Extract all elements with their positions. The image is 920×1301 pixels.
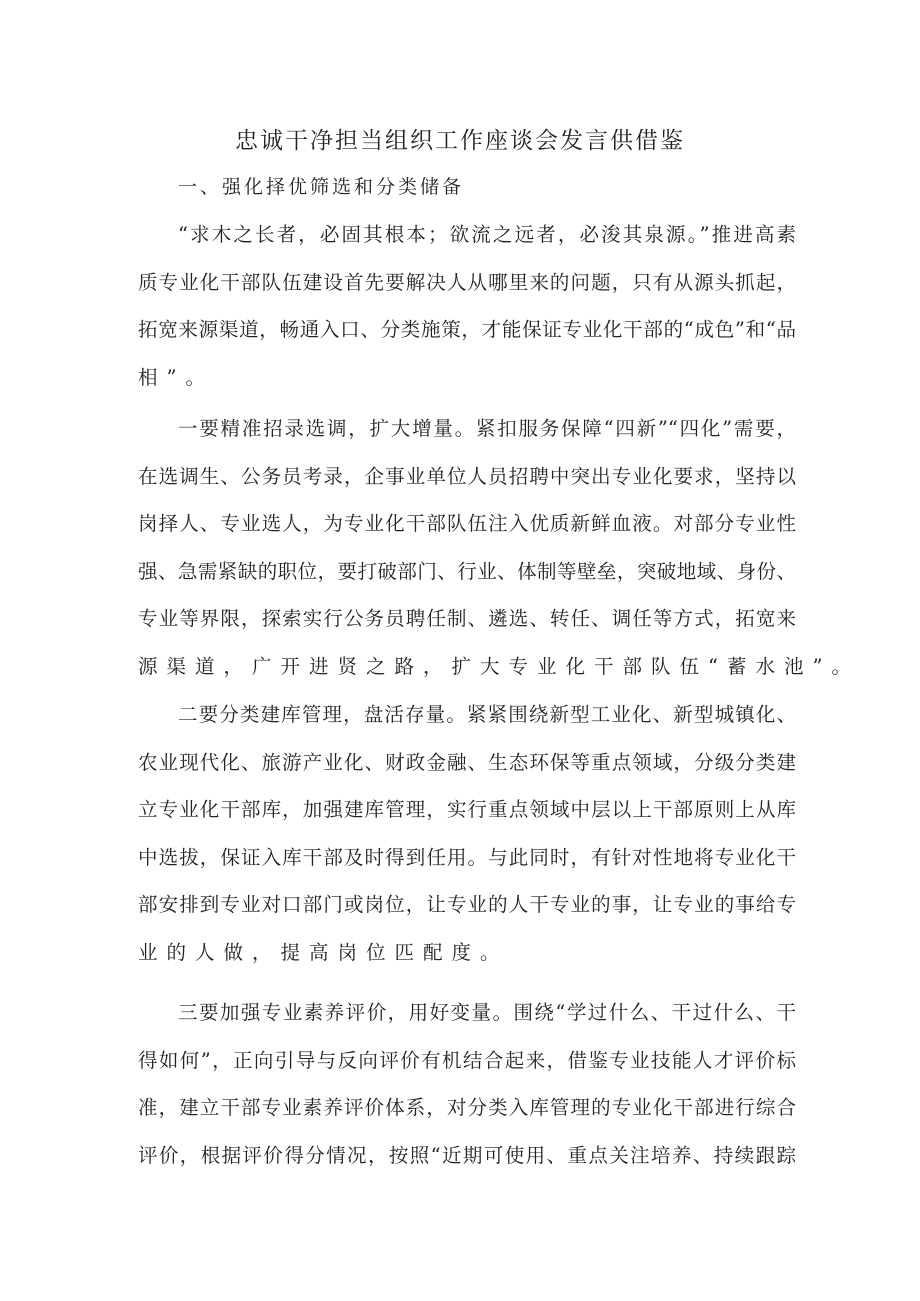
text-line: 评价，根据评价得分情况，按照“近期可使用、重点关注培养、持续跟踪 [138, 1143, 796, 1167]
text-line: 得如何”，正向引导与反向评价有机结合起来，借鉴专业技能人才评价标 [138, 1048, 796, 1072]
text-line: 岗择人、专业选人，为专业化干部队伍注入优质新鲜血液。对部分专业性 [138, 512, 796, 536]
text-line: 农业现代化、旅游产业化、财政金融、生态环保等重点领域，分级分类建 [138, 750, 796, 774]
paragraph-library [138, 702, 796, 988]
text-line: 立专业化干部库，加强建库管理，实行重点领域中层以上干部原则上从库 [138, 798, 796, 822]
text-line: “求木之长者，必固其根本；欲流之远者，必浚其泉源。”推进高素 [178, 223, 796, 246]
text-line: 一要精准招录选调，扩大增量。紧扣服务保障“四新”“四化”需要， [178, 417, 796, 440]
text-line: 三要加强专业素养评价，用好变量。围绕“学过什么、干过什么、干 [178, 1001, 796, 1024]
text-line: 拓宽来源渠道，畅通入口、分类施策，才能保证专业化干部的“成色”和“品 [138, 318, 796, 342]
text-line: 质专业化干部队伍建设首先要解决人从哪里来的问题，只有从源头抓起， [138, 270, 796, 294]
text-line: 相”。 [138, 365, 214, 389]
text-line: 二要分类建库管理，盘活存量。紧紧围绕新型工业化、新型城镇化、 [178, 703, 796, 726]
text-line: 准，建立干部专业素养评价体系，对分类入库管理的专业化干部进行综合 [138, 1096, 796, 1120]
paragraph-intro [138, 222, 796, 412]
paragraph-evaluation [138, 1000, 796, 1190]
text-line: 中选拔，保证入库干部及时得到任用。与此同时，有针对性地将专业化干 [138, 845, 796, 869]
text-line: 源渠道，广开进贤之路，扩大专业化干部队伍“蓄水池”。 [138, 654, 860, 678]
text-line: 在选调生、公务员考录，企事业单位人员招聘中突出专业化要求，坚持以 [138, 464, 796, 488]
text-line: 部安排到专业对口部门或岗位，让专业的人干专业的事，让专业的事给专 [138, 893, 796, 917]
text-line: 强、急需紧缺的职位，要打破部门、行业、体制等壁垒，突破地域、身份、 [138, 559, 796, 583]
text-line: 业的人做，提高岗位匹配度。 [138, 940, 509, 964]
paragraph-recruitment [138, 416, 860, 702]
document-title: 忠诚干净担当组织工作座谈会发言供借鉴 [235, 128, 685, 154]
text-line: 专业等界限，探索实行公务员聘任制、遴选、转任、调任等方式，拓宽来 [138, 607, 796, 631]
section-heading: 一、强化择优筛选和分类储备 [178, 176, 465, 198]
